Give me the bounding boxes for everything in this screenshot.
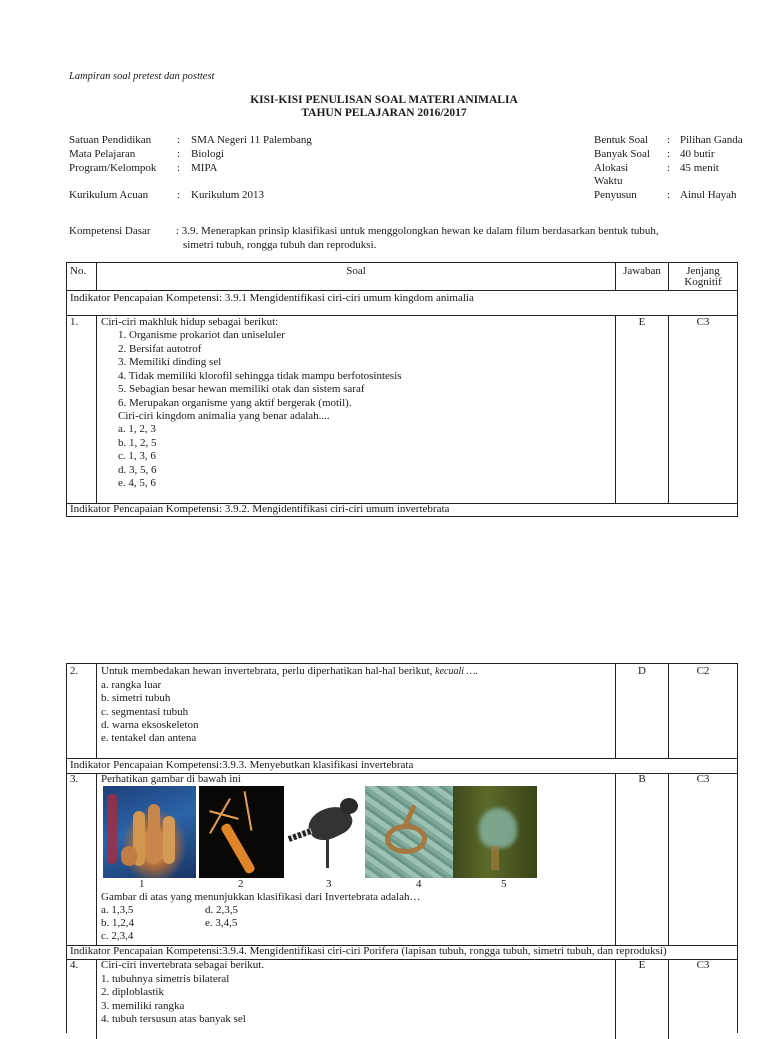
answer-option: a. 1, 2, 3 [118,423,156,435]
meta-value: MIPA [191,162,218,174]
meta-colon: : [177,189,181,201]
kisi-kisi-table-part2 [66,663,738,1033]
kisi-kisi-table-part1 [66,262,738,517]
image-label: 3 [326,878,332,890]
answer-option: e. 4, 5, 6 [118,477,156,489]
meta-label: Mata Pelajaran [69,148,136,160]
answer-option: c. 2,3,4 [101,930,134,942]
answer-option: e. 3,4,5 [205,917,238,929]
answer-option: b. 1, 2, 5 [118,437,157,449]
question-stem [101,665,478,679]
header-jawaban: Jawaban [623,265,661,277]
meta-value: 40 butir [680,148,715,160]
image-label: 1 [139,878,145,890]
indicator-row: Indikator Pencapaian Kompetensi: 3.9.1 Mengidentifikasi ciri-ciri umum kingdom animalia [70,292,474,304]
meta-value: SMA Negeri 11 Palembang [191,134,312,146]
image-label: 2 [238,878,244,890]
sponge-image [103,786,196,878]
answer-option: c. 1, 3, 6 [118,450,156,462]
answer-key: D [638,665,646,677]
meta-label: Program/Kelompok [69,162,157,174]
question-number: 1. [70,316,79,328]
answer-option: d. 3, 5, 6 [118,464,157,476]
bird-image [286,786,364,878]
header-soal: Soal [346,265,366,277]
question-prompt: Gambar di atas yang menunjukkan klasifikasi dari Invertebrata adalah… [101,891,421,903]
header-no: No. [70,265,87,277]
meta-value: Kurikulum 2013 [191,189,265,201]
appendix-note: Lampiran soal pretest dan posttest [69,71,215,82]
jellyfish-image [453,786,537,878]
question-item: 2. Bersifat autotrof [118,343,202,355]
meta-value: Biologi [191,148,225,160]
indicator-row: Indikator Pencapaian Kompetensi:3.9.3. Menyebutkan klasifikasi invertebrata [70,759,414,771]
question-item: 6. Merupakan organisme yang aktif bergerak (motil). [118,397,352,409]
hydra-image [199,786,284,878]
meta-satuan-pendidikan [69,134,369,148]
question-item: 2. diploblastik [101,986,164,998]
header-kognitif-1: Jenjang [686,265,720,277]
image-label: 5 [501,878,507,890]
answer-option: a. 1,3,5 [101,904,134,916]
question-item: 4. Tidak memiliki klorofil sehingga tidak mampu berfotosintesis [118,370,402,382]
document-subtitle: TAHUN PELAJARAN 2016/2017 [301,107,467,119]
question-stem: Ciri-ciri makhluk hidup sebagai berikut: [101,316,279,328]
meta-label: Kurikulum Acuan [69,189,149,201]
answer-key: E [638,316,646,328]
meta-mata-pelajaran [69,148,369,162]
answer-option: d. warna eksoskeleton [101,719,199,731]
kompetensi-line2: simetri tubuh, rongga tubuh dan reproduksi. [183,239,377,251]
indicator-row: Indikator Pencapaian Kompetensi: 3.9.2. Mengidentifikasi ciri-ciri umum invertebrata [70,503,450,515]
meta-value: 45 menit [680,162,719,174]
question-item: 3. memiliki rangka [101,1000,185,1012]
meta-colon: : [667,189,671,201]
question-stem: Perhatikan gambar di bawah ini [101,773,241,785]
meta-colon: : [177,162,181,174]
answer-option: b. simetri tubuh [101,692,171,704]
question-item: 3. Memiliki dinding sel [118,356,222,368]
question-prompt: Ciri-ciri kingdom animalia yang benar adalah.... [118,410,330,422]
meta-bentuk-soal [594,134,764,148]
question-item: 1. tubuhnya simetris bilateral [101,973,230,985]
question-item: 4. tubuh tersusun atas banyak sel [101,1013,246,1025]
question-item: 5. Sebagian besar hewan memiliki otak dan sistem saraf [118,383,365,395]
meta-label: Satuan Pendidikan [69,134,152,146]
answer-option: d. 2,3,5 [205,904,238,916]
answer-option: b. 1,2,4 [101,917,134,929]
meta-penyusun [594,189,764,203]
question-number: 2. [70,665,79,677]
meta-alokasi-waktu [594,162,764,190]
answer-option: c. segmentasi tubuh [101,706,189,718]
question-number: 3. [70,773,79,785]
meta-colon: : [667,134,671,146]
question-stem-italic: kecuali …. [435,666,478,677]
image-label: 4 [416,878,422,890]
meta-value: Ainul Hayah [680,189,737,201]
meta-label: Alokasi [594,162,629,174]
answer-key: E [638,959,646,971]
document-title: KISI-KISI PENULISAN SOAL MATERI ANIMALIA [250,94,518,106]
meta-label: Bentuk Soal [594,134,649,146]
indicator-row: Indikator Pencapaian Kompetensi:3.9.4. Mengidentifikasi ciri-ciri Porifera (lapisan tubuh, rongga tubuh, simetri tubuh, dan reproduksi) [70,945,667,957]
meta-value: Pilihan Ganda [680,134,743,146]
meta-label-line2: Waktu [594,175,623,187]
worm-image [365,786,453,878]
meta-banyak-soal [594,148,764,162]
answer-option: a. rangka luar [101,679,162,691]
header-kognitif-2: Kognitif [684,276,722,288]
meta-label: Banyak Soal [594,148,650,160]
meta-colon: : [667,148,671,160]
kompetensi-line1: : 3.9. Menerapkan prinsip klasifikasi untuk menggolongkan hewan ke dalam filum berdasarkan bentuk tubuh, [176,225,659,237]
meta-colon: : [177,134,181,146]
question-stem: Ciri-ciri invertebrata sebagai berikut. [101,959,265,971]
meta-colon: : [177,148,181,160]
meta-colon: : [667,162,671,174]
cognitive-level: C3 [696,773,710,785]
cognitive-level: C2 [696,665,710,677]
cognitive-level: C3 [696,316,710,328]
answer-key: B [638,773,646,785]
question-stem-text: Untuk membedakan hewan invertebrata, perlu diperhatikan hal-hal berikut, [101,665,433,677]
answer-option: e. tentakel dan antena [101,732,197,744]
question-item: 1. Organisme prokariot dan uniseluler [118,329,285,341]
question-number: 4. [70,959,79,971]
meta-label: Penyusun [594,189,637,201]
cognitive-level: C3 [696,959,710,971]
meta-kurikulum-acuan [69,189,369,203]
meta-program-kelompok [69,162,369,176]
kompetensi-label: Kompetensi Dasar [69,225,151,237]
